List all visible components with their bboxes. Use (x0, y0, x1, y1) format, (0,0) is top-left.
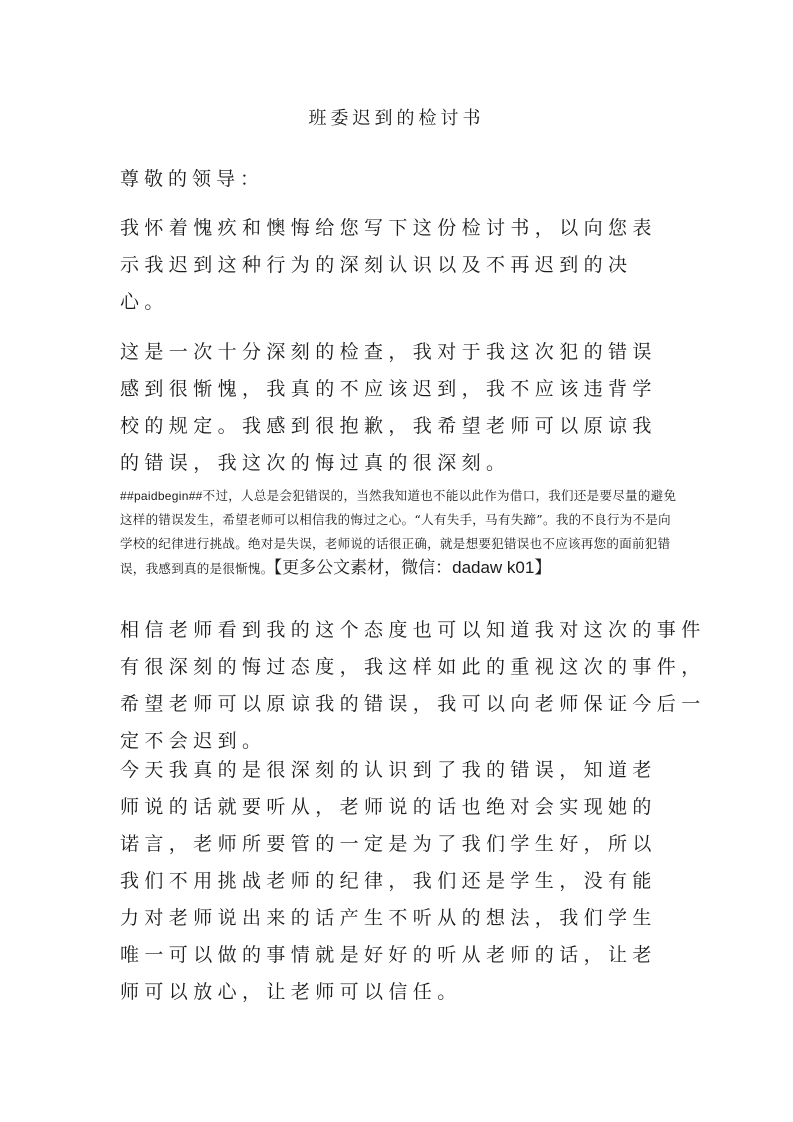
paragraph-2: 这是一次十分深刻的检查，我对于我这次犯的错误感到很惭愧，我真的不应该迟到，我不应该违背学校的规定。我感到很抱歉，我希望老师可以原谅我的错误，我这次的悔过真的很深刻。 (120, 341, 657, 474)
paid-marker: ##paidbegin## (120, 489, 203, 503)
paid-section (120, 484, 680, 581)
paid-text: 不过，人总是会犯错误的，当然我知道也不能以此作为借口，我们还是要尽量的避免这样的错误发生，希望老师可以相信我的悔过之心。“人有失手，马有失蹄”。我的不良行为不是向学校的纪律进行挑战。绝对是失误，老师说的话很正确，就是想要犯错误也不应该再您的面前犯错误，我感到真的是很惭愧。 (120, 488, 677, 576)
paragraph-4: 今天我真的是很深刻的认识到了我的错误，知道老师说的话就要听从，老师说的话也绝对会实现她的诺言，老师所要管的一定是为了我们学生好，所以我们不用挑战老师的纪律，我们还是学生，没有能力对老师说出来的话产生不听从的想法，我们学生唯一可以做的事情就是好好的听从老师的话，让老师可以放心，让老师可以信任。 (120, 759, 657, 1003)
document-title: 班委迟到的检讨书 (308, 108, 485, 129)
promo-text: 【更多公文素材，微信：dadaw k01】 (273, 558, 552, 577)
salutation: 尊敬的领导： (120, 168, 265, 190)
paragraph-1: 我怀着愧疚和懊悔给您写下这份检讨书，以向您表示我迟到这种行为的深刻认识以及不再迟到的决心。 (120, 217, 657, 313)
paragraph-3: 相信老师看到我的这个态度也可以知道我对这次的事件有很深刻的悔过态度，我这样如此的重视这次的事件，希望老师可以原谅我的错误，我可以向老师保证今后一定不会迟到。 (120, 619, 706, 752)
